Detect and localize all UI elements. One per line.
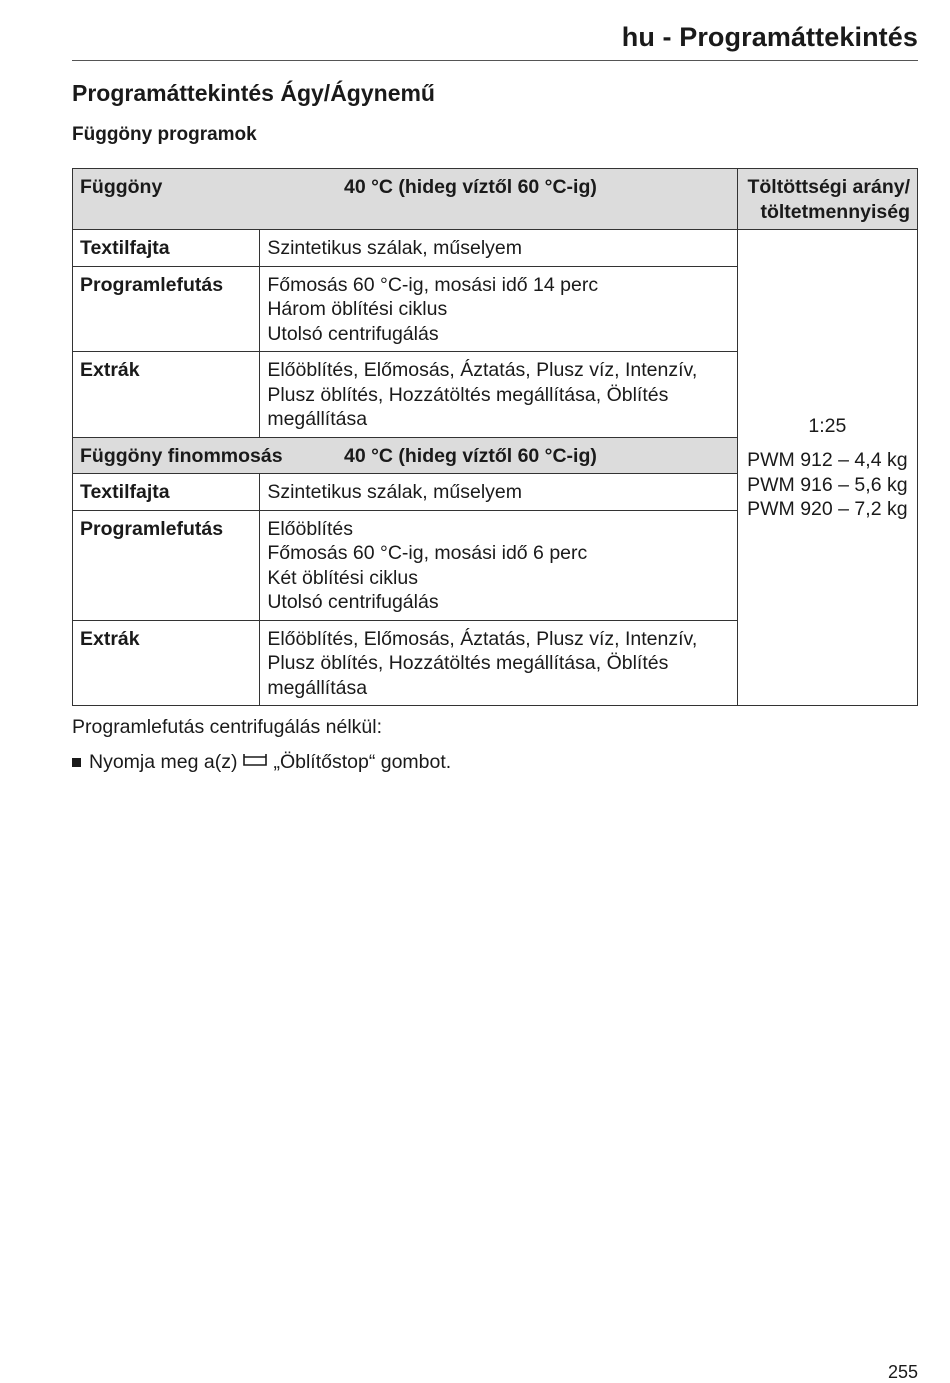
header-title: hu - Programáttekintés — [621, 22, 918, 52]
header-temperature: 40 °C (hideg víztől 60 °C-ig) — [344, 176, 597, 198]
header-load-label-1: Töltöttségi arány/ — [747, 176, 910, 198]
row-value-line: Plusz öblítés, Hozzátöltés megállítása, Öblítés — [267, 652, 669, 674]
row-label: Programlefutás — [73, 510, 260, 620]
load-cell — [737, 230, 917, 706]
load-model: PWM 916 – 5,6 kg — [747, 473, 908, 496]
instruction — [72, 751, 451, 774]
instruction-text-before: Nyomja meg a(z) — [89, 751, 238, 773]
row-value — [260, 474, 737, 511]
row-value-line: Utolsó centrifugálás — [267, 322, 439, 345]
header-load-cell — [737, 169, 917, 230]
row-value-line: megállítása — [267, 408, 368, 430]
row-label: Programlefutás — [73, 266, 260, 352]
row-value-line: Szintetikus szálak, műselyem — [267, 237, 522, 259]
row-label: Extrák — [73, 620, 260, 706]
header-program-name: Függöny — [80, 176, 163, 198]
row-value-line: Szintetikus szálak, műselyem — [267, 481, 522, 503]
subheader-temperature: 40 °C (hideg víztől 60 °C-ig) — [344, 444, 597, 467]
row-label: Extrák — [73, 352, 260, 438]
load-model: PWM 912 – 4,4 kg — [747, 449, 908, 471]
row-value — [260, 510, 737, 620]
instruction-text-after: „Öblítőstop“ gombot. — [273, 751, 452, 773]
header-load-label-2: töltetmennyiség — [760, 200, 910, 223]
row-value-line: Előöblítés, Előmosás, Áztatás, Plusz víz, Intenzív, — [267, 359, 698, 381]
row-label: Textilfajta — [73, 230, 260, 267]
header-program-cell — [73, 169, 738, 230]
row-value-line: Két öblítési ciklus — [267, 566, 418, 589]
page-title: Programáttekintés Ágy/Ágynemű — [72, 80, 435, 106]
subheader-program-name: Függöny finommosás — [80, 444, 283, 467]
note-text: Programlefutás centrifugálás nélkül: — [72, 716, 382, 738]
load-ratio: 1:25 — [808, 414, 847, 437]
row-label: Textilfajta — [73, 474, 260, 511]
header-divider — [72, 60, 918, 61]
program-table — [72, 168, 918, 706]
subheader-cell — [73, 437, 738, 474]
row-value — [260, 266, 737, 352]
row-value-line: Főmosás 60 °C-ig, mosási idő 6 perc — [267, 542, 588, 564]
row-value-line: megállítása — [267, 676, 368, 699]
row-value-line: Előöblítés — [267, 517, 353, 540]
row-value-line: Előöblítés, Előmosás, Áztatás, Plusz víz, Intenzív, — [267, 627, 698, 650]
row-value-line: Utolsó centrifugálás — [267, 591, 439, 613]
page-number: 255 — [887, 1362, 918, 1382]
rinse-hold-icon — [242, 751, 268, 774]
load-model: PWM 920 – 7,2 kg — [747, 498, 908, 520]
table-row — [73, 230, 918, 267]
section-title: Függöny programok — [72, 124, 257, 145]
table-header-row — [73, 169, 918, 230]
row-value-line: Főmosás 60 °C-ig, mosási idő 14 perc — [267, 273, 599, 296]
row-value — [260, 230, 737, 267]
row-value — [260, 352, 737, 438]
row-value — [260, 620, 737, 706]
row-value-line: Három öblítési ciklus — [267, 298, 448, 320]
bullet-icon — [72, 758, 81, 767]
row-value-line: Plusz öblítés, Hozzátöltés megállítása, Öblítés — [267, 383, 669, 406]
